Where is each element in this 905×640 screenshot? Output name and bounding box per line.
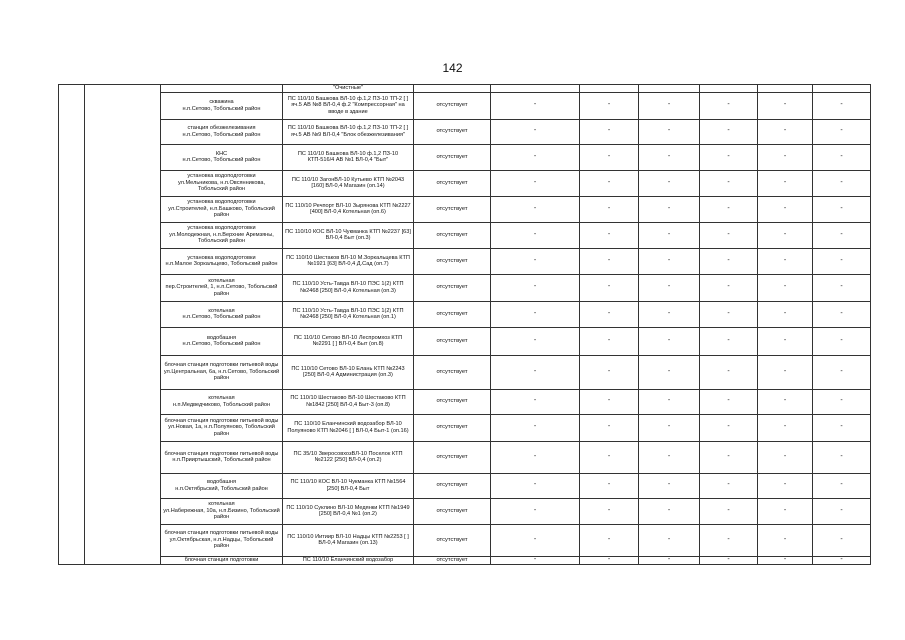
dash-cell: - — [758, 222, 813, 248]
dash-cell: - — [758, 389, 813, 414]
dash-cell: - — [580, 498, 639, 524]
dash-cell: - — [491, 498, 580, 524]
dash-cell: - — [813, 414, 871, 441]
dash-cell: - — [580, 248, 639, 274]
object-cell: котельная н.п.Сетово, Тобольский район — [161, 301, 283, 327]
page-number: 142 — [442, 61, 463, 75]
dash-cell: - — [580, 414, 639, 441]
dash-cell: - — [700, 274, 758, 301]
supply-cell: ПС 110/10 КОС ВЛ-10 Чукманка КТП №1564 [250] ВЛ-0,4 Быт — [283, 473, 414, 498]
dash-cell: - — [758, 524, 813, 556]
dash-cell: - — [491, 524, 580, 556]
dash-cell: - — [639, 498, 700, 524]
dash-cell: - — [758, 301, 813, 327]
table-row — [59, 144, 871, 170]
dash-cell: - — [491, 441, 580, 473]
dash-cell: - — [639, 414, 700, 441]
supply-cell: ПС 110/10 Башкова ВЛ-10 ф.1,2 ПЗ-10 ТП-2 [ ] яч.5 АВ №8 ВЛ-0,4 ф.2 "Компрессорная" на вводе в здание — [283, 92, 414, 119]
supply-cell: "Очистные" — [283, 85, 414, 93]
table-row — [59, 92, 871, 119]
object-cell: блочная станция подготовки питьевой воды ул.Центральная, 6а, н.п.Сетово, Тобольский район — [161, 355, 283, 389]
dash-cell: - — [580, 196, 639, 222]
dash-cell: - — [758, 556, 813, 564]
document-table — [58, 84, 871, 565]
dash-cell: - — [491, 389, 580, 414]
status-cell: отсутствует — [414, 355, 491, 389]
index-cell — [59, 85, 85, 565]
dash-cell: - — [813, 473, 871, 498]
status-cell: отсутствует — [414, 441, 491, 473]
table-row — [59, 524, 871, 556]
object-cell: скважина н.п.Сетово, Тобольский район — [161, 92, 283, 119]
table-row — [59, 441, 871, 473]
dash-cell: - — [700, 222, 758, 248]
table-row — [59, 196, 871, 222]
supply-cell: ПС 110/10 Иитиир ВЛ-10 Надцы КТП №2253 [ ] ВЛ-0,4 Магазин (оп.13) — [283, 524, 414, 556]
dash-cell: - — [580, 170, 639, 196]
dash-cell: - — [580, 327, 639, 355]
status-cell: отсутствует — [414, 327, 491, 355]
dash-cell: - — [813, 92, 871, 119]
dash-cell: - — [580, 274, 639, 301]
dash-cell: - — [639, 274, 700, 301]
supply-cell: ПС 110/10 Еланчинский водозабор ВЛ-10 Полуяново КТП №2046 [ ] ВЛ-0,4 Быт-1 (оп.16) — [283, 414, 414, 441]
supply-cell: ПС 110/10 Сетово ВЛ-10 Леспромхоз КТП №2291 [ ] ВЛ-0,4 Быт (оп.8) — [283, 327, 414, 355]
status-cell: отсутствует — [414, 119, 491, 144]
dash-cell: - — [758, 414, 813, 441]
dash-cell: - — [813, 327, 871, 355]
dash-cell: - — [758, 119, 813, 144]
dash-cell: - — [639, 389, 700, 414]
dash-cell: - — [758, 92, 813, 119]
dash-cell: - — [491, 355, 580, 389]
dash-cell: - — [639, 524, 700, 556]
table-row — [59, 301, 871, 327]
supply-cell: ПС 110/10 Еланчинский водозабор — [283, 556, 414, 564]
dash-cell: - — [813, 144, 871, 170]
status-cell: отсутствует — [414, 556, 491, 564]
table-row — [59, 389, 871, 414]
dash-cell: - — [758, 144, 813, 170]
table-row — [59, 274, 871, 301]
dash-cell: - — [758, 441, 813, 473]
dash-cell: - — [700, 498, 758, 524]
dash-cell: - — [700, 556, 758, 564]
dash-cell: - — [491, 301, 580, 327]
dash-cell: - — [700, 196, 758, 222]
supply-cell: ПС 110/10 Усть-Тавда ВЛ-10 ПЭС 1(2) КТП №2468 [250] ВЛ-0,4 Котельная (оп.1) — [283, 301, 414, 327]
supply-cell: ПС 110/10 ЗагонВЛ-10 Кутьево КТП №2043 [160] ВЛ-0,4 Магазин (оп.14) — [283, 170, 414, 196]
dash-cell: - — [580, 389, 639, 414]
status-cell: отсутствует — [414, 524, 491, 556]
object-cell: КНС н.п.Сетово, Тобольский район — [161, 144, 283, 170]
object-cell: водобашня н.п.Сетово, Тобольский район — [161, 327, 283, 355]
object-cell — [161, 85, 283, 93]
dash-cell: - — [700, 473, 758, 498]
status-cell: отсутствует — [414, 92, 491, 119]
dash-cell: - — [700, 248, 758, 274]
dash-cell: - — [639, 222, 700, 248]
dash-cell: - — [813, 441, 871, 473]
table-row — [59, 170, 871, 196]
status-cell: отсутствует — [414, 170, 491, 196]
table-row — [59, 355, 871, 389]
dash-cell: - — [491, 196, 580, 222]
object-cell: установка водоподготовки ул.Молодежная, н.п.Верхние Аремзяны, Тобольский район — [161, 222, 283, 248]
status-cell: отсутствует — [414, 196, 491, 222]
dash-cell: - — [813, 355, 871, 389]
object-cell: установка водоподготовки н.п.Малое Зоркальцево, Тобольский район — [161, 248, 283, 274]
dash-cell: - — [639, 355, 700, 389]
status-cell — [414, 85, 491, 93]
empty-cell — [639, 85, 700, 93]
dash-cell: - — [813, 524, 871, 556]
object-cell: водобашня н.п.Октябрьский, Тобольский район — [161, 473, 283, 498]
table-row — [59, 248, 871, 274]
dash-cell: - — [813, 170, 871, 196]
object-cell: блочная станция подготовки — [161, 556, 283, 564]
dash-cell: - — [639, 556, 700, 564]
supply-cell: ПС 110/10 Суклино ВЛ-10 Медянки КТП №1949 [250] ВЛ-0,4 №1 (оп.2) — [283, 498, 414, 524]
dash-cell: - — [758, 498, 813, 524]
dash-cell: - — [580, 222, 639, 248]
empty-cell — [758, 85, 813, 93]
dash-cell: - — [580, 355, 639, 389]
object-cell: блочная станция подготовки питьевой воды ул.Новая, 1а, н.п.Полуяново, Тобольский район — [161, 414, 283, 441]
object-cell: блочная станция подготовки питьевой воды н.п.Прииртышский, Тобольский район — [161, 441, 283, 473]
status-cell: отсутствует — [414, 389, 491, 414]
empty-cell — [580, 85, 639, 93]
dash-cell: - — [700, 389, 758, 414]
status-cell: отсутствует — [414, 144, 491, 170]
table-row — [59, 498, 871, 524]
status-cell: отсутствует — [414, 301, 491, 327]
supply-cell: ПС 110/10 Усть-Тавда ВЛ-10 ПЭС 1(2) КТП №2468 [250] ВЛ-0,4 Котельная (оп.3) — [283, 274, 414, 301]
supply-cell: ПС 110/10 Шестаков ВЛ-10 М.Зоркальцева КТП №1921 [63] ВЛ-0,4 Д.Сад (оп.7) — [283, 248, 414, 274]
dash-cell: - — [491, 92, 580, 119]
status-cell: отсутствует — [414, 274, 491, 301]
supply-cell: ПС 110/10 Шестаково ВЛ-10 Шестаково КТП №1842 [250] ВЛ-0,4 Быт-3 (оп.8) — [283, 389, 414, 414]
dash-cell: - — [491, 414, 580, 441]
group-cell — [85, 85, 161, 565]
dash-cell: - — [700, 414, 758, 441]
dash-cell: - — [639, 144, 700, 170]
status-cell: отсутствует — [414, 498, 491, 524]
dash-cell: - — [813, 498, 871, 524]
dash-cell: - — [639, 327, 700, 355]
dash-cell: - — [813, 248, 871, 274]
dash-cell: - — [580, 441, 639, 473]
table-row — [59, 222, 871, 248]
object-cell: установка водоподготовки ул.Мельникова, н.п.Овсянникова, Тобольский район — [161, 170, 283, 196]
status-cell: отсутствует — [414, 248, 491, 274]
dash-cell: - — [700, 441, 758, 473]
dash-cell: - — [491, 222, 580, 248]
dash-cell: - — [639, 473, 700, 498]
dash-cell: - — [813, 301, 871, 327]
status-cell: отсутствует — [414, 222, 491, 248]
dash-cell: - — [491, 274, 580, 301]
dash-cell: - — [758, 327, 813, 355]
table-row — [59, 327, 871, 355]
status-cell: отсутствует — [414, 473, 491, 498]
dash-cell: - — [639, 441, 700, 473]
dash-cell: - — [700, 301, 758, 327]
table-row — [59, 85, 871, 93]
dash-cell: - — [700, 119, 758, 144]
dash-cell: - — [813, 274, 871, 301]
dash-cell: - — [580, 473, 639, 498]
supply-cell: ПС 35/10 ЗверосовхозВЛ-10 Поселок КТП №2122 [250] ВЛ-0,4 (оп.2) — [283, 441, 414, 473]
dash-cell: - — [491, 327, 580, 355]
dash-cell: - — [491, 144, 580, 170]
supply-cell: ПС 110/10 Башкова ВЛ-10 ф.1,2 ПЗ-10 КТП-516/4 АВ №1 ВЛ-0,4 "Быт" — [283, 144, 414, 170]
dash-cell: - — [491, 556, 580, 564]
table-row — [59, 119, 871, 144]
dash-cell: - — [580, 524, 639, 556]
dash-cell: - — [758, 355, 813, 389]
dash-cell: - — [580, 144, 639, 170]
dash-cell: - — [639, 170, 700, 196]
empty-cell — [700, 85, 758, 93]
supply-cell: ПС 110/10 Речпорт ВЛ-10 Зырянова КТП №2227 [400] ВЛ-0,4 Котельная (оп.6) — [283, 196, 414, 222]
dash-cell: - — [580, 92, 639, 119]
dash-cell: - — [700, 170, 758, 196]
status-cell: отсутствует — [414, 414, 491, 441]
dash-cell: - — [758, 274, 813, 301]
dash-cell: - — [491, 473, 580, 498]
dash-cell: - — [758, 170, 813, 196]
empty-cell — [813, 85, 871, 93]
dash-cell: - — [580, 119, 639, 144]
dash-cell: - — [491, 248, 580, 274]
object-cell: котельная пер.Строителей, 1, н.п.Сетово, Тобольский район — [161, 274, 283, 301]
object-cell: станция обезжелезивания н.п.Сетово, Тобольский район — [161, 119, 283, 144]
dash-cell: - — [700, 355, 758, 389]
table-row — [59, 414, 871, 441]
dash-cell: - — [639, 196, 700, 222]
object-cell: блочная станция подготовки питьевой воды ул.Октябрьская, н.п.Надцы, Тобольский район — [161, 524, 283, 556]
dash-cell: - — [639, 119, 700, 144]
empty-cell — [491, 85, 580, 93]
dash-cell: - — [813, 389, 871, 414]
dash-cell: - — [813, 119, 871, 144]
dash-cell: - — [700, 92, 758, 119]
dash-cell: - — [580, 556, 639, 564]
dash-cell: - — [700, 524, 758, 556]
dash-cell: - — [491, 119, 580, 144]
dash-cell: - — [813, 556, 871, 564]
dash-cell: - — [700, 327, 758, 355]
supply-cell: ПС 110/10 Сетово ВЛ-10 Елань КТП №2243 [250] ВЛ-0,4 Администрация (оп.3) — [283, 355, 414, 389]
object-cell: котельная ул.Набережная, 10а, н.п.Бизино, Тобольский район — [161, 498, 283, 524]
dash-cell: - — [639, 92, 700, 119]
dash-cell: - — [700, 144, 758, 170]
dash-cell: - — [813, 222, 871, 248]
dash-cell: - — [813, 196, 871, 222]
dash-cell: - — [758, 473, 813, 498]
dash-cell: - — [639, 301, 700, 327]
dash-cell: - — [580, 301, 639, 327]
object-cell: котельная н.п.Медведчиково, Тобольский район — [161, 389, 283, 414]
table-row — [59, 556, 871, 564]
dash-cell: - — [758, 196, 813, 222]
dash-cell: - — [639, 248, 700, 274]
dash-cell: - — [491, 170, 580, 196]
supply-cell: ПС 110/10 КОС ВЛ-10 Чукманка КТП №2237 [63] ВЛ-0,4 Быт (оп.3) — [283, 222, 414, 248]
object-cell: установка водоподготовки ул.Строителей, н.п.Башково, Тобольский район — [161, 196, 283, 222]
table-row — [59, 473, 871, 498]
dash-cell: - — [758, 248, 813, 274]
supply-cell: ПС 110/10 Башкова ВЛ-10 ф.1,2 ПЗ-10 ТП-2 [ ] яч.5 АВ №9 ВЛ-0,4 "Блок обезжелезивания" — [283, 119, 414, 144]
